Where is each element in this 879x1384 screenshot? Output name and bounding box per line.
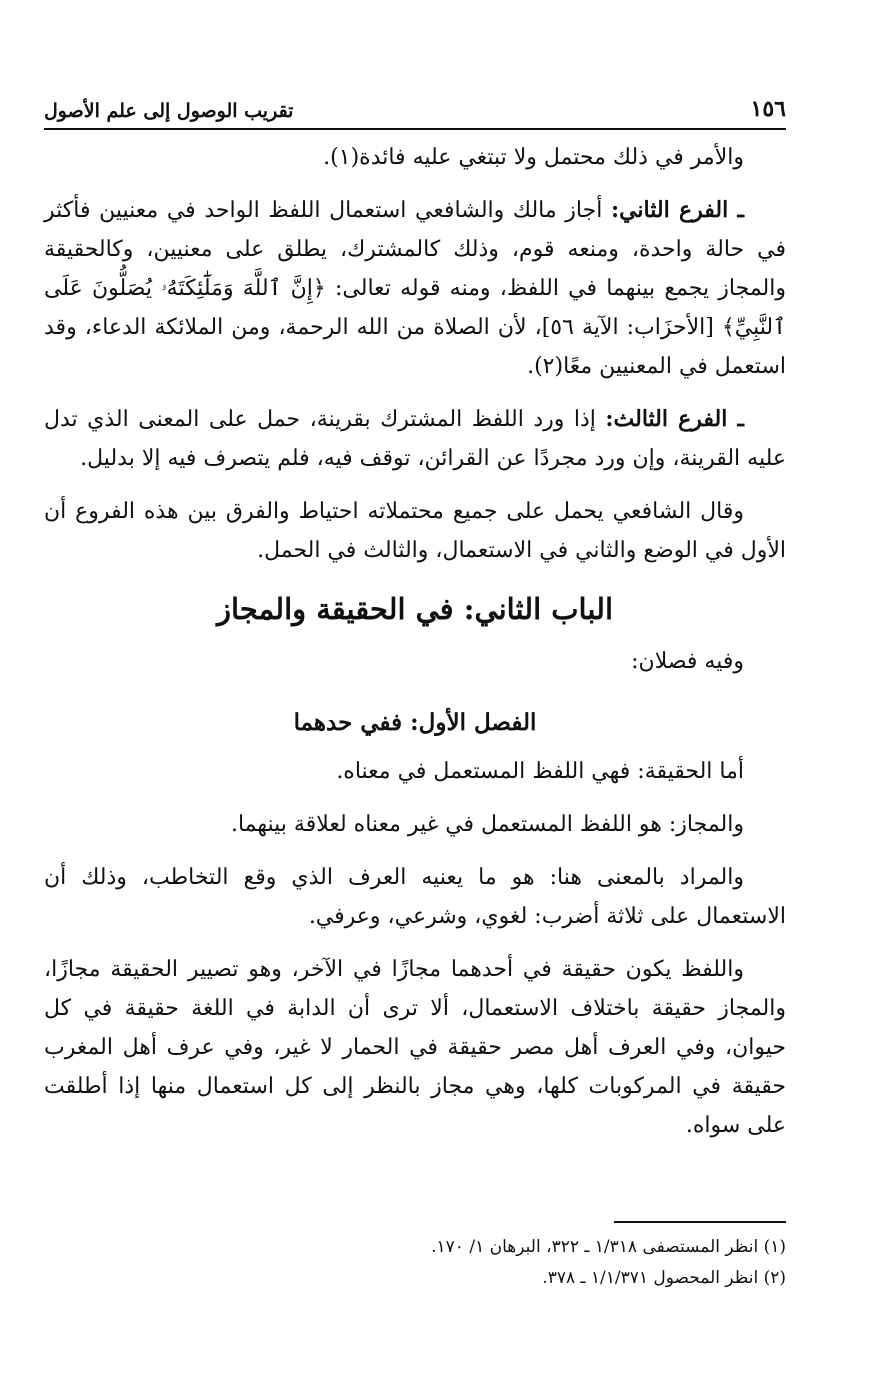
- footnote-2: (٢) انظر المحصول ١/١/٣٧١ ـ ٣٧٨.: [542, 1268, 786, 1288]
- page-body: [44, 138, 786, 1159]
- running-title: تقريب الوصول إلى علم الأصول: [44, 100, 294, 122]
- paragraph-usage: واللفظ يكون حقيقة في أحدهما مجازًا في الآخر، وهو تصيير الحقيقة مجازًا، والمجاز حقيقة باختلاف الاستعمال، ألا ترى أن الدابة في اللغة حقيقة في كل حيوان، وفي العرف أهل مصر حقيقة في الحمار لا غير، وفي عرف أهل المغرب حقيقة في المركوبات كلها، وهي مجاز بالنظر إلى كل استعمال منها إذا أطلقت على سواه.: [44, 957, 786, 1138]
- second-branch-text: أجاز مالك والشافعي استعمال اللفظ الواحد في معنيين فأكثر في حالة واحدة، ومنعه قوم، وذلك كالمشترك، يطلق على معنيين، وكالحقيقة والمجاز يجمع بينهما في اللفظ، ومنه قوله تعالى: ﴿إِنَّ ٱللَّهَ وَمَلَٰٓئِكَتَهُۥ يُصَلُّونَ عَلَى ٱلنَّبِيِّ﴾ [الأحزَاب: الآية ٥٦]، لأن الصلاة من الله الرحمة، ومن الملائكة الدعاء، وقد استعمل في المعنيين معًا(٢).: [44, 198, 786, 379]
- paragraph-meaning: والمراد بالمعنى هنا: هو ما يعنيه العرف الذي وقع التخاطب، وذلك أن الاستعمال على ثلاثة أضرب: لغوي، وشرعي، وعرفي.: [44, 865, 786, 929]
- page-header: [44, 90, 786, 130]
- footnote-1: (١) انظر المستصفى ١/٣١٨ ـ ٣٢٢، البرهان ١/ ١٧٠.: [431, 1237, 786, 1257]
- paragraph-majaz-definition: والمجاز: هو اللفظ المستعمل في غير معناه لعلاقة بينهما.: [230, 812, 744, 837]
- footnote-divider: [614, 1221, 786, 1223]
- paragraph-haqiqa-definition: أما الحقيقة: فهي اللفظ المستعمل في معناه.: [336, 759, 744, 784]
- third-branch-heading: ـ الفرع الثالث:: [605, 406, 744, 432]
- paragraph-shafii: وقال الشافعي يحمل على جميع محتملاته احتياط والفرق بين هذه الفروع أن الأول في الوضع والثاني في الاستعمال، والثالث في الحمل.: [44, 499, 786, 563]
- paragraph-second-branch: [44, 191, 786, 386]
- third-branch-text: إذا ورد اللفظ المشترك بقرينة، حمل على المعنى الذي تدل عليه القرينة، وإن ورد مجردًا عن القرائن، توقف فيه، فلم يتصرف فيه إلا بدليل.: [44, 407, 786, 471]
- paragraph-third-branch: [44, 400, 786, 478]
- second-branch-heading: ـ الفرع الثاني:: [610, 197, 744, 223]
- page-number: ١٥٦: [750, 96, 786, 122]
- footnotes: [44, 1232, 786, 1294]
- section-title: الفصل الأول: ففي حدهما: [293, 709, 537, 736]
- paragraph-1: والأمر في ذلك محتمل ولا تبتغي عليه فائدة(١).: [323, 145, 744, 170]
- chapter-title: الباب الثاني: في الحقيقة والمجاز: [216, 592, 614, 626]
- paragraph-two-sections: وفيه فصلان:: [631, 649, 744, 674]
